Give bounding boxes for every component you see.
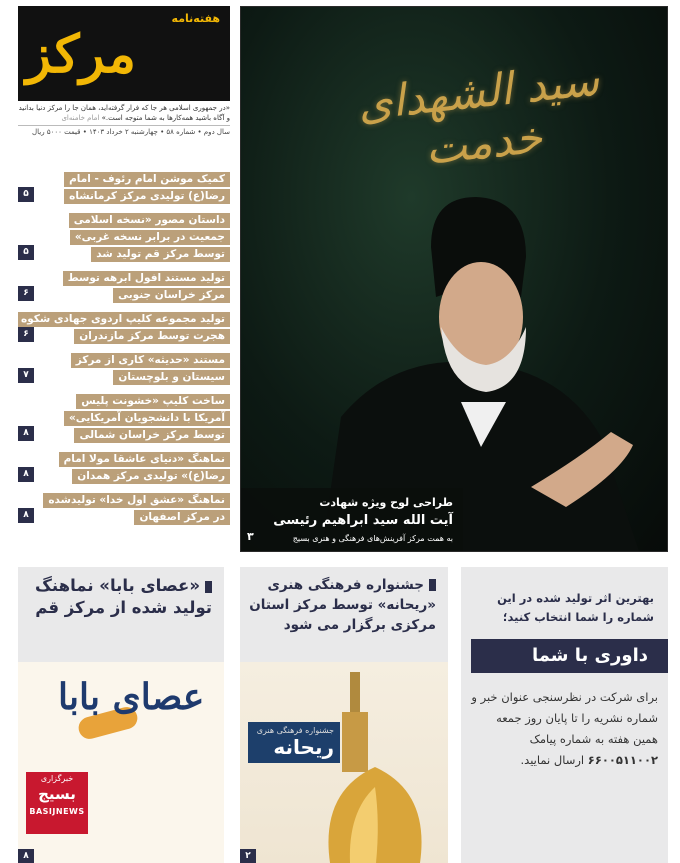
masthead-weekly-label: هفته‌نامه bbox=[171, 12, 220, 25]
poll-body-end: ارسال نمایید. bbox=[520, 753, 585, 767]
headline-item[interactable] bbox=[18, 493, 230, 525]
basijnews-logo bbox=[26, 772, 88, 834]
badge-main-text: بسیج bbox=[38, 785, 76, 803]
card-title-text: «عصای بابا» نماهنگ تولید شده از مرکز قم bbox=[35, 576, 212, 617]
headline-line: تولید مستند افول ابرهه توسط bbox=[63, 271, 230, 286]
masthead-logo bbox=[18, 6, 230, 101]
poll-body-text: برای شرکت در نظرسنجی عنوان خبر و شماره نشریه را تا پایان روز جمعه همین هفته به شماره پیامک bbox=[471, 690, 658, 746]
headline-page-number: ۷ bbox=[18, 368, 34, 383]
hero-caption-line2: آیت الله سید ابراهیم رئیسی bbox=[273, 513, 453, 528]
headline-list bbox=[18, 172, 230, 534]
headline-line: هجرت توسط مرکز مازندران bbox=[74, 329, 230, 344]
hero-photo[interactable] bbox=[240, 6, 668, 552]
card-poster-image bbox=[18, 662, 224, 863]
poster-title-ribbon bbox=[248, 722, 340, 763]
headline-line: رضا(ع)» تولیدی مرکز همدان bbox=[72, 469, 230, 484]
headline-line: ساخت کلیپ «خشونت پلیس bbox=[76, 394, 230, 409]
hero-caption bbox=[241, 488, 463, 551]
hero-calligraphy: سید الشهدای خدمت bbox=[355, 54, 602, 175]
hero-caption-line3: به همت مرکز آفرینش‌های فرهنگی و هنری بسیج bbox=[292, 534, 453, 543]
headline-line: سیستان و بلوچستان bbox=[113, 370, 230, 385]
tagline-quote: «در جمهوری اسلامی هر جا که فرار گرفته‌اید، همان جا را مرکز دنیا بدانید و آگاه باشید همه‌کارها به شما متوجه است.» bbox=[18, 104, 230, 122]
masthead-title: مرکز bbox=[26, 24, 136, 85]
headline-page-number: ۸ bbox=[18, 508, 34, 523]
headline-line: توسط مرکز قم تولید شد bbox=[91, 247, 230, 262]
badge-top-text: خبرگزاری bbox=[40, 774, 74, 783]
headline-item[interactable] bbox=[18, 394, 230, 443]
headline-page-number: ۸ bbox=[18, 426, 34, 441]
headline-line: تولید مجموعه کلیپ اردوی جهادی شکوه bbox=[18, 312, 230, 327]
masthead-tagline bbox=[18, 103, 230, 123]
headline-item[interactable] bbox=[18, 312, 230, 344]
headline-item[interactable] bbox=[18, 213, 230, 262]
title-marker bbox=[429, 579, 436, 591]
poll-card bbox=[461, 567, 668, 863]
card-page-number: ۸ bbox=[18, 849, 34, 863]
story-card-asaye-baba[interactable] bbox=[18, 567, 224, 863]
hero-caption-line1: طراحی لوح ویژه شهادت bbox=[319, 496, 453, 509]
headline-line: رضا(ع) تولیدی مرکز کرمانشاه bbox=[64, 189, 230, 204]
card-poster-image bbox=[240, 662, 448, 863]
headline-line: مرکز خراسان جنوبی bbox=[113, 288, 230, 303]
title-marker bbox=[205, 581, 212, 593]
headline-line: داستان مصور «نسخه اسلامی bbox=[69, 213, 230, 228]
sms-number[interactable]: ۶۶۰۰۵۱۱۰۰۲ bbox=[587, 753, 658, 767]
hero-page-number: ۳ bbox=[247, 530, 254, 543]
poll-intro: بهترین اثر تولید شده در این شماره را شما انتخاب کنید؛ bbox=[497, 591, 654, 624]
card-title bbox=[18, 567, 224, 619]
poll-title: داوری با شما bbox=[471, 639, 668, 673]
poster-subtitle: جشنواره فرهنگی هنری bbox=[256, 726, 334, 735]
headline-line: نماهنگ «دنیای عاشقا مولا امام bbox=[59, 452, 230, 467]
headline-page-number: ۵ bbox=[18, 245, 34, 260]
headline-item[interactable] bbox=[18, 271, 230, 303]
headline-line: توسط مرکز خراسان شمالی bbox=[74, 428, 230, 443]
issue-info: سال دوم • شماره ۵۸ • چهارشنبه ۲ خرداد ۱۴۰۳ • قیمت ۵۰۰۰ ریال bbox=[18, 125, 230, 136]
story-card-reyhaneh[interactable] bbox=[240, 567, 448, 863]
headline-page-number: ۶ bbox=[18, 327, 34, 342]
badge-en-text: BASIJNEWS bbox=[29, 807, 85, 816]
poster-title: ریحانه bbox=[273, 735, 334, 759]
headline-page-number: ۸ bbox=[18, 467, 34, 482]
card-title-text: جشنواره فرهنگی هنری «ریحانه» توسط مرکز استان مرکزی برگزار می شود bbox=[249, 577, 436, 633]
headline-line: نماهنگ «عشق اول خدا» تولیدشده bbox=[43, 493, 230, 508]
headline-line: مستند «حدیثه» کاری از مرکز bbox=[71, 353, 230, 368]
headline-item[interactable] bbox=[18, 172, 230, 204]
headline-line: در مرکز اصفهان bbox=[134, 510, 230, 525]
headline-line: آمریکا با دانشجویان آمریکایی» bbox=[64, 411, 230, 426]
headline-item[interactable] bbox=[18, 452, 230, 484]
poll-instructions bbox=[471, 687, 658, 771]
headline-line: جمعیت در برابر نسخه غربی» bbox=[70, 230, 230, 245]
poster-title: عصای بابا bbox=[58, 676, 205, 718]
headline-line: کمیک موشن امام رئوف - امام bbox=[64, 172, 230, 187]
headline-item[interactable] bbox=[18, 353, 230, 385]
headline-page-number: ۶ bbox=[18, 286, 34, 301]
shrine-dome-illustration bbox=[310, 672, 440, 863]
headline-page-number: ۵ bbox=[18, 187, 34, 202]
card-title bbox=[240, 567, 448, 635]
card-page-number: ۲ bbox=[240, 849, 256, 863]
tagline-source: امام خامنه‌ای bbox=[61, 114, 100, 122]
